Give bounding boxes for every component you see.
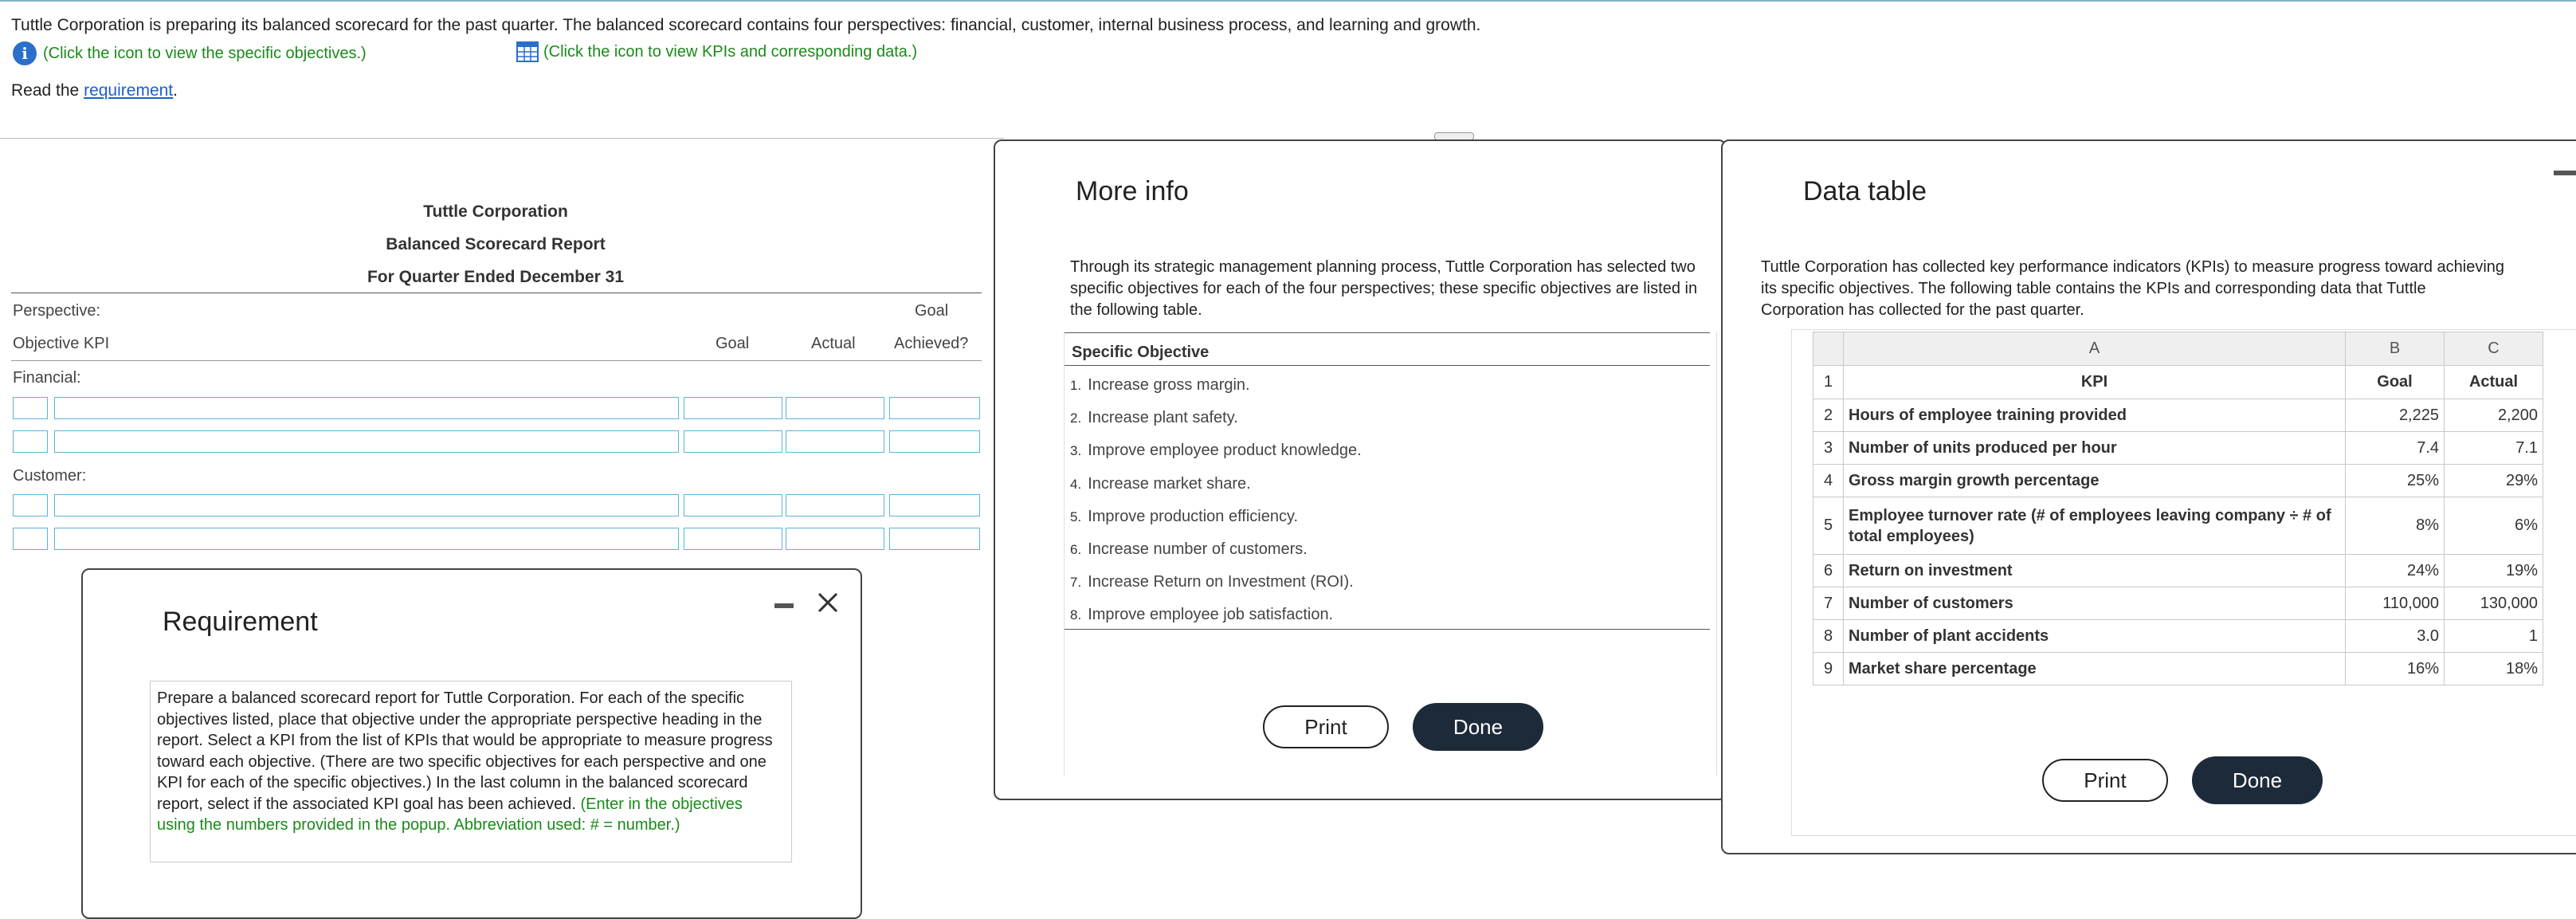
goal-cell: 16% bbox=[2346, 653, 2445, 685]
actual-cell: 29% bbox=[2445, 465, 2543, 497]
goal-cell: 3.0 bbox=[2346, 620, 2445, 653]
goal-achieved-label-1: Goal bbox=[915, 302, 949, 320]
row-number: 8 bbox=[1813, 620, 1844, 653]
actual-cell: 7.1 bbox=[2445, 432, 2543, 465]
objective-row bbox=[1070, 409, 1238, 427]
table-row bbox=[1813, 587, 2543, 620]
top-border bbox=[0, 0, 2576, 2]
objective-number: 5. bbox=[1070, 509, 1082, 524]
financial-kpi-2-select[interactable] bbox=[54, 430, 679, 453]
more-info-title: More info bbox=[1076, 176, 1189, 206]
table-grid-icon[interactable] bbox=[516, 41, 539, 62]
row-number: 1 bbox=[1813, 366, 1844, 399]
kpi-cell: Number of units produced per hour bbox=[1844, 432, 2346, 465]
kpi-cell: Employee turnover rate (# of employees leaving company ÷ # of total employees) bbox=[1844, 497, 2346, 555]
table-row bbox=[1813, 399, 2543, 432]
objectives-bottom-rule bbox=[1065, 629, 1710, 630]
actual-cell: 19% bbox=[2445, 555, 2543, 587]
objective-text: Improve production efficiency. bbox=[1088, 508, 1299, 525]
objective-row bbox=[1070, 376, 1250, 395]
customer-objective-1-input[interactable] bbox=[13, 494, 48, 516]
objective-number: 3. bbox=[1070, 443, 1082, 458]
customer-actual-1-input[interactable] bbox=[786, 494, 884, 516]
financial-kpi-1-select[interactable] bbox=[54, 397, 679, 419]
read-requirement bbox=[11, 81, 178, 100]
kpis-hint[interactable] bbox=[516, 41, 917, 62]
objective-number: 1. bbox=[1070, 378, 1082, 393]
requirement-text-box bbox=[150, 681, 792, 862]
objective-number: 2. bbox=[1070, 410, 1082, 426]
table-row bbox=[1813, 653, 2543, 685]
goal-cell: 2,225 bbox=[2346, 399, 2445, 432]
customer-achieved-2-select[interactable] bbox=[889, 528, 980, 550]
objective-row bbox=[1070, 475, 1251, 493]
kpi-header: KPI bbox=[1844, 366, 2346, 399]
more-info-text: Through its strategic management planning process, Tuttle Corporation has selected two specific objectives for each of the four perspectives; these specific objectives are listed in the following table. bbox=[1070, 258, 1698, 319]
objective-row bbox=[1070, 442, 1362, 460]
financial-objective-1-input[interactable] bbox=[13, 397, 48, 419]
customer-kpi-2-select[interactable] bbox=[54, 528, 679, 550]
report-column-rule bbox=[11, 360, 982, 361]
intro-text: Tuttle Corporation is preparing its balanced scorecard for the past quarter. The balanced scorecard contains four perspectives: financial, customer, internal business process, and learning and growth. bbox=[11, 16, 1481, 34]
objectives-header-rule bbox=[1065, 365, 1710, 366]
actual-column-label: Actual bbox=[811, 335, 856, 352]
financial-actual-2-input[interactable] bbox=[786, 430, 884, 453]
kpi-cell: Gross margin growth percentage bbox=[1844, 465, 2346, 497]
actual-cell: 18% bbox=[2445, 653, 2543, 685]
objective-number: 7. bbox=[1070, 575, 1082, 590]
table-row bbox=[1813, 497, 2543, 555]
data-table-done-button[interactable]: Done bbox=[2192, 756, 2323, 804]
more-info-modal bbox=[994, 139, 1727, 800]
objective-text: Increase gross margin. bbox=[1088, 376, 1250, 394]
row-number: 9 bbox=[1813, 653, 1844, 685]
customer-objective-2-input[interactable] bbox=[13, 528, 48, 550]
row-number: 7 bbox=[1813, 587, 1844, 620]
objective-text: Improve employee product knowledge. bbox=[1088, 442, 1362, 459]
financial-label: Financial: bbox=[13, 369, 81, 387]
read-prefix: Read the bbox=[11, 81, 84, 100]
row-number: 3 bbox=[1813, 432, 1844, 465]
requirement-link[interactable]: requirement bbox=[84, 81, 174, 100]
customer-kpi-1-select[interactable] bbox=[54, 494, 679, 516]
financial-goal-1-input[interactable] bbox=[684, 397, 782, 419]
customer-goal-2-input[interactable] bbox=[684, 528, 782, 550]
objective-number: 4. bbox=[1070, 477, 1082, 492]
close-icon[interactable] bbox=[816, 591, 840, 615]
objective-text: Increase market share. bbox=[1088, 475, 1251, 493]
minimize-icon[interactable] bbox=[774, 603, 794, 608]
customer-achieved-1-select[interactable] bbox=[889, 494, 980, 516]
objective-row bbox=[1070, 508, 1298, 526]
requirement-modal bbox=[81, 568, 862, 919]
financial-achieved-1-select[interactable] bbox=[889, 397, 980, 419]
actual-cell: 6% bbox=[2445, 497, 2543, 555]
requirement-title: Requirement bbox=[163, 607, 318, 637]
row-number: 6 bbox=[1813, 555, 1844, 587]
read-suffix: . bbox=[173, 81, 178, 100]
report-company: Tuttle Corporation bbox=[423, 202, 568, 221]
goal-cell: 25% bbox=[2346, 465, 2445, 497]
objective-row bbox=[1070, 573, 1354, 591]
minimize-icon[interactable] bbox=[2554, 171, 2576, 175]
actual-cell: 2,200 bbox=[2445, 399, 2543, 432]
customer-actual-2-input[interactable] bbox=[786, 528, 884, 550]
goal-cell: 8% bbox=[2346, 497, 2445, 555]
kpi-cell: Number of plant accidents bbox=[1844, 620, 2346, 653]
data-table-title: Data table bbox=[1803, 176, 1927, 206]
perspective-label: Perspective: bbox=[13, 302, 101, 320]
financial-achieved-2-select[interactable] bbox=[889, 430, 980, 453]
report-title: Balanced Scorecard Report bbox=[386, 235, 606, 253]
objective-text: Increase plant safety. bbox=[1088, 409, 1238, 426]
objectives-hint[interactable] bbox=[13, 41, 367, 65]
objective-text: Increase number of customers. bbox=[1088, 540, 1308, 558]
objective-row bbox=[1070, 540, 1308, 559]
objective-text: Increase Return on Investment (ROI). bbox=[1088, 573, 1354, 591]
more-info-print-button[interactable]: Print bbox=[1263, 705, 1389, 748]
goal-achieved-label-2: Achieved? bbox=[894, 335, 969, 352]
more-info-done-button[interactable]: Done bbox=[1413, 703, 1543, 751]
corner-cell bbox=[1813, 332, 1844, 366]
row-number: 5 bbox=[1813, 497, 1844, 555]
goal-cell: 7.4 bbox=[2346, 432, 2445, 465]
kpi-cell: Number of customers bbox=[1844, 587, 2346, 620]
financial-objective-2-input[interactable] bbox=[13, 430, 48, 453]
objectives-header: Specific Objective bbox=[1072, 344, 1210, 361]
actual-header: Actual bbox=[2445, 366, 2543, 399]
financial-goal-2-input[interactable] bbox=[684, 430, 782, 453]
kpi-cell: Market share percentage bbox=[1844, 653, 2346, 685]
table-row bbox=[1813, 432, 2543, 465]
requirement-text: Prepare a balanced scorecard report for Tuttle Corporation. For each of the specific objectives listed, place that objective under the appropriate perspective heading in the report. Select a KPI from the list of KPIs that would be appropriate to measure progress toward each objective. (There are two specific objectives for each perspective and one KPI for each of the specific objectives.) In the last column in the balanced scorecard report, select if the associated KPI goal has been achieved. bbox=[157, 689, 773, 813]
report-period: For Quarter Ended December 31 bbox=[367, 268, 625, 286]
table-header-row bbox=[1813, 366, 2543, 399]
row-number: 4 bbox=[1813, 465, 1844, 497]
objectives-hint-text: (Click the icon to view the specific objectives.) bbox=[43, 44, 367, 62]
goal-cell: 110,000 bbox=[2346, 587, 2445, 620]
customer-goal-1-input[interactable] bbox=[684, 494, 782, 516]
column-letter: C bbox=[2445, 332, 2543, 366]
goal-cell: 24% bbox=[2346, 555, 2445, 587]
objectives-top-rule bbox=[1065, 332, 1710, 333]
kpis-hint-text: (Click the icon to view KPIs and corresponding data.) bbox=[543, 42, 918, 61]
objective-kpi-label: Objective KPI bbox=[13, 335, 110, 352]
requirement-note: (Enter in the objectives using the numbers provided in the popup. Abbreviation used: # = number.) bbox=[157, 795, 743, 834]
row-number: 2 bbox=[1813, 399, 1844, 432]
goal-column-label: Goal bbox=[716, 335, 750, 352]
objective-row bbox=[1070, 606, 1333, 624]
data-table-text: Tuttle Corporation has collected key performance indicators (KPIs) to measure progress toward achieving its specific objectives. The following table contains the KPIs and corresponding data that Tuttle Corporation has collected for the past quarter. bbox=[1761, 258, 2505, 319]
info-icon[interactable]: i bbox=[13, 41, 37, 65]
column-letter: B bbox=[2346, 332, 2445, 366]
financial-actual-1-input[interactable] bbox=[786, 397, 884, 419]
objective-text: Improve employee job satisfaction. bbox=[1088, 606, 1334, 623]
kpi-cell: Return on investment bbox=[1844, 555, 2346, 587]
goal-header: Goal bbox=[2346, 366, 2445, 399]
actual-cell: 1 bbox=[2445, 620, 2543, 653]
data-table-print-button[interactable]: Print bbox=[2042, 759, 2168, 802]
section-divider bbox=[0, 138, 1004, 139]
kpi-data-table bbox=[1813, 332, 2543, 685]
kpi-cell: Hours of employee training provided bbox=[1844, 399, 2346, 432]
actual-cell: 130,000 bbox=[2445, 587, 2543, 620]
column-letter: A bbox=[1844, 332, 2346, 366]
objective-number: 6. bbox=[1070, 542, 1082, 557]
column-letter-row bbox=[1813, 332, 2543, 366]
table-row bbox=[1813, 555, 2543, 587]
objective-number: 8. bbox=[1070, 607, 1082, 622]
table-row bbox=[1813, 620, 2543, 653]
table-row bbox=[1813, 465, 2543, 497]
customer-label: Customer: bbox=[13, 467, 87, 485]
